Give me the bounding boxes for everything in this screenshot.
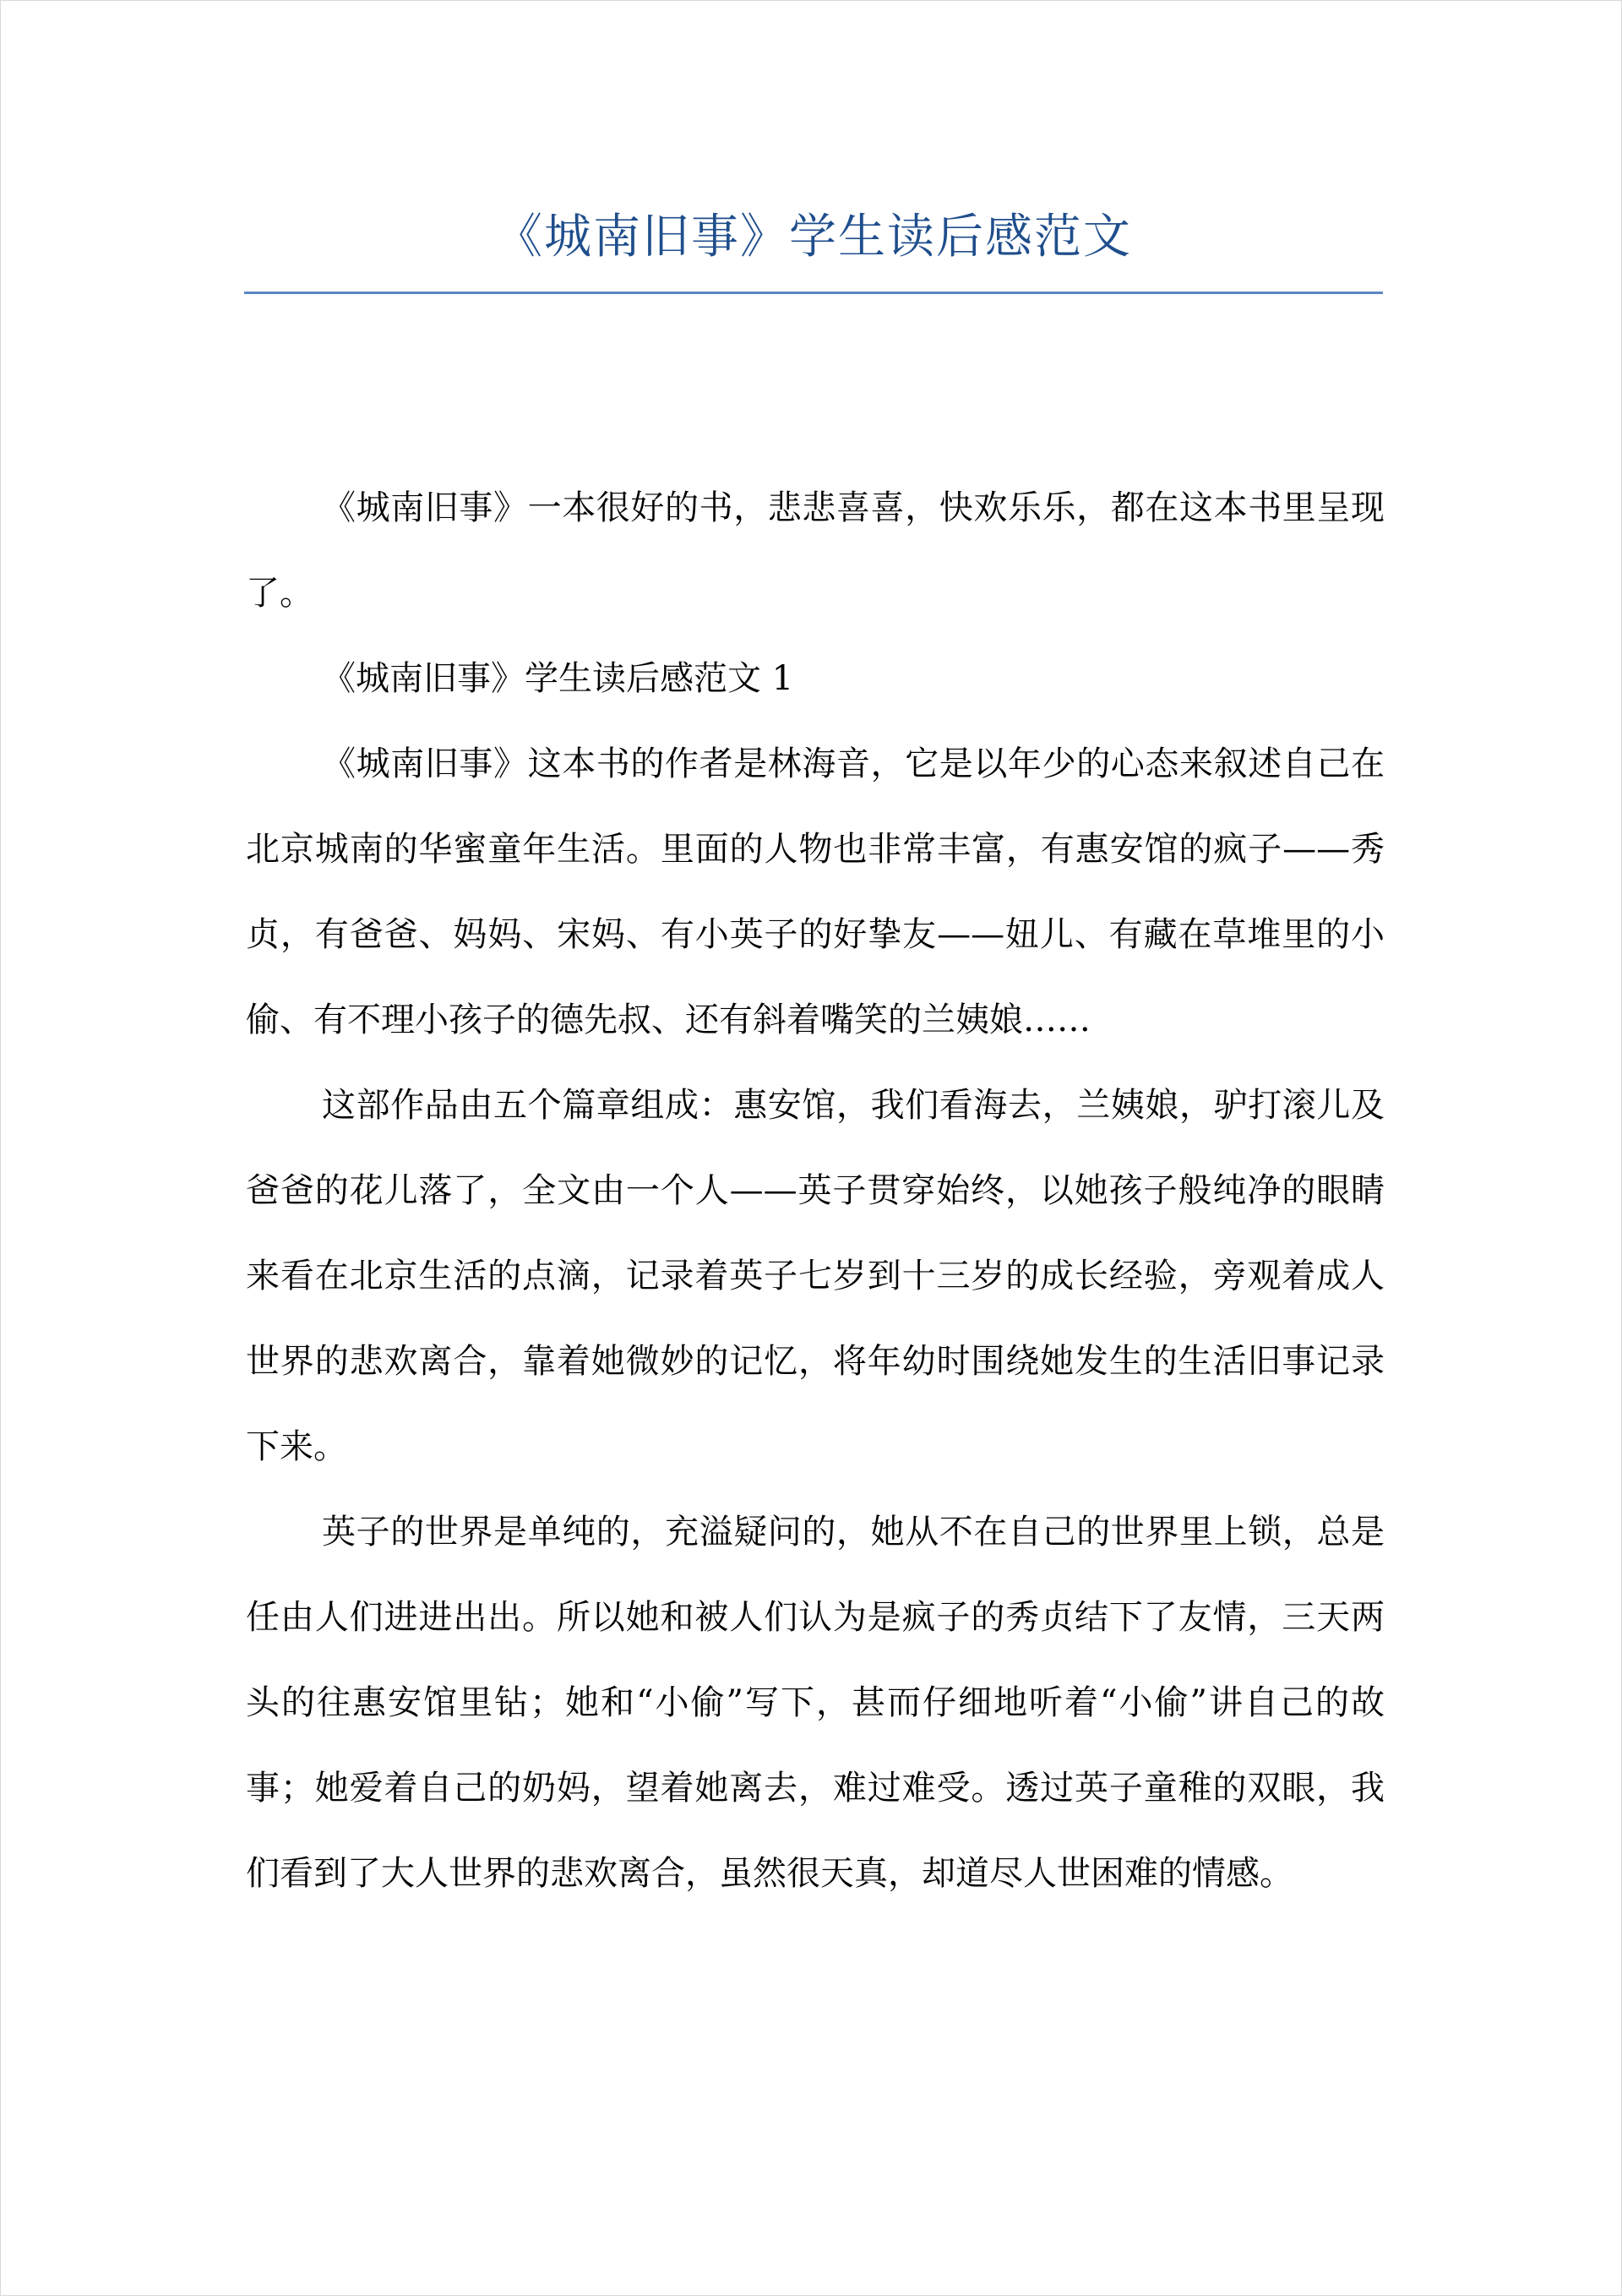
paragraph-yingzi: 英子的世界是单纯的，充溢疑问的，她从不在自己的世界里上锁，总是任由人们进进出出。所以她和被人们认为是疯子的秀贞结下了友情，三天两头的往惠安馆里钻；她和“小偷”写下，甚而仔细地听着“小偷”讲自己的故事；她爱着自己的奶妈，望着她离去，难过难受。透过英子童稚的双眼，我们看到了大人世界的悲欢离合，虽然很天真，却道尽人世困难的情感。 [246, 1513, 1385, 1893]
document-title: 《城南旧事》学生读后感范文 [495, 210, 1132, 265]
title-underline [244, 292, 1383, 294]
paragraph-intro: 《城南旧事》一本很好的书，悲悲喜喜，快欢乐乐，都在这本书里呈现了。 [246, 488, 1385, 613]
section-heading: 《城南旧事》学生读后感范文 1 [322, 659, 794, 698]
document-body [246, 466, 1385, 1917]
paragraph-author: 《城南旧事》这本书的作者是林海音，它是以年少的心态来叙述自己在北京城南的华蜜童年生活。里面的人物也非常丰富，有惠安馆的疯子——秀贞，有爸爸、妈妈、宋妈、有小英子的好挚友——妞儿、有藏在草堆里的小偷、有不理小孩子的德先叔、还有斜着嘴笑的兰姨娘…… [246, 744, 1385, 1039]
paragraph-structure: 这部作品由五个篇章组成：惠安馆，我们看海去，兰姨娘，驴打滚儿及爸爸的花儿落了，全文由一个人——英子贯穿始终，以她孩子般纯净的眼睛来看在北京生活的点滴，记录着英子七岁到十三岁的成长经验，旁观着成人世界的悲欢离合，靠着她微妙的记忆，将年幼时围绕她发生的生活旧事记录下来。 [246, 1086, 1385, 1466]
